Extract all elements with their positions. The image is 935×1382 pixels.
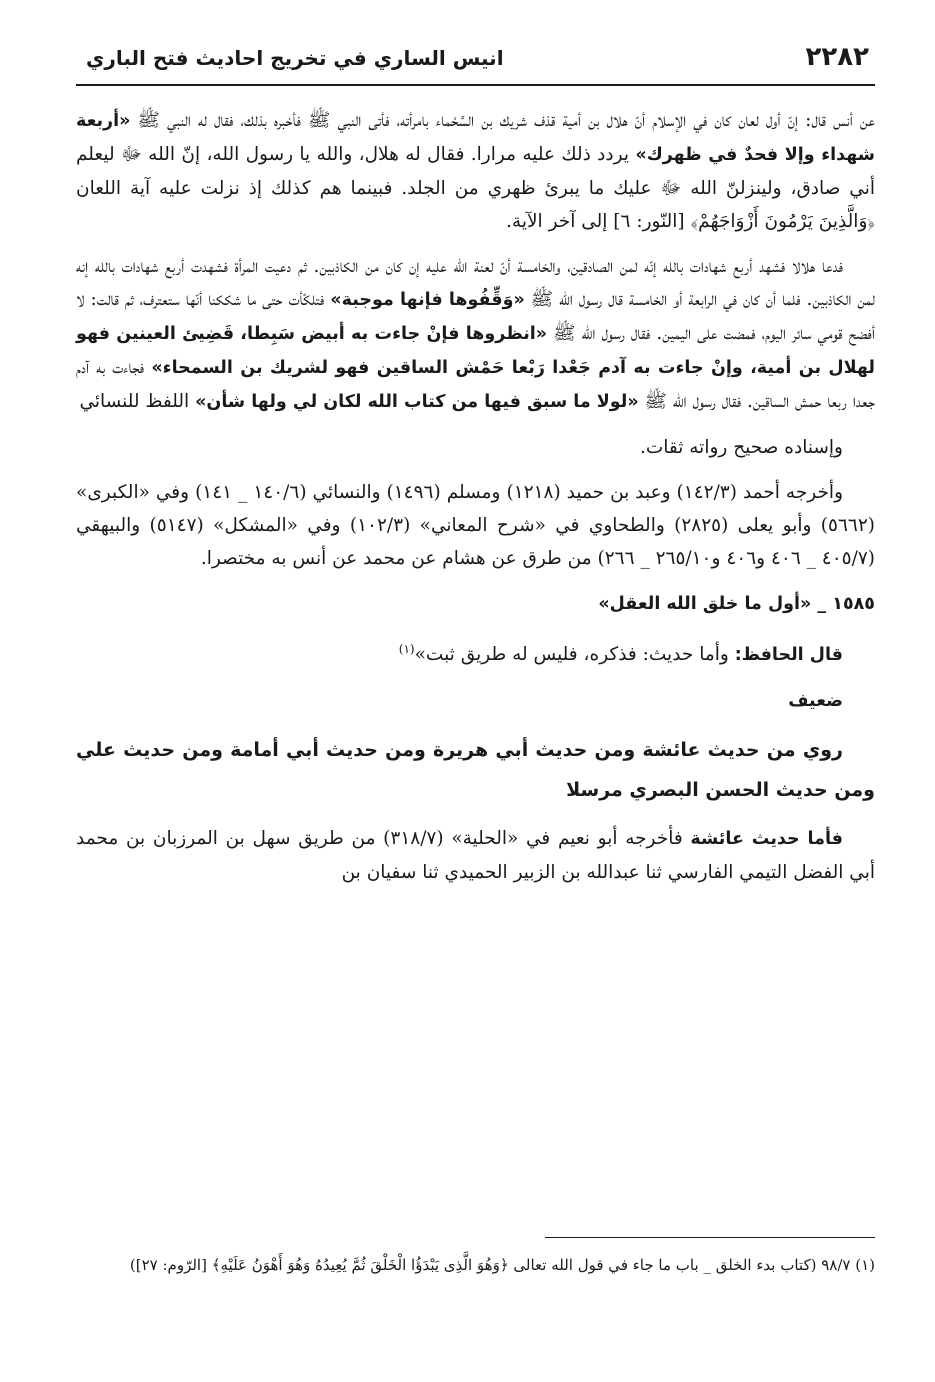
- section-lead: فأما حديث عائشة: [690, 829, 843, 850]
- footnote: (١) ٩٨/٧ (كتاب بدء الخلق _ باب ما جاء في قول الله تعالى ﴿وَهُوَ الَّذِى يَبْدَؤُا الْخَلْقَ ثُمَّ يُعِيدُهُ وَهُوَ أَهْوَنُ عَلَيْهِ﴾ [الرّوم: ٢٧]): [129, 1256, 875, 1274]
- grade-label: [76, 684, 875, 718]
- grade-text: ضعيف: [788, 691, 843, 712]
- prophet-quote: «وَقِّفُوها فإنها موجبة»: [330, 290, 525, 310]
- footnote-ref: (١): [398, 642, 415, 656]
- hafiz-text: وأما حديث: فذكره، فليس له طريق ثبت»: [414, 644, 735, 666]
- hafiz-label: قال الحافظ:: [734, 645, 843, 666]
- text-run: يردد ذلك عليه مرارا. فقال له هلال، والله يا رسول الله، إنّ الله ﷻ ليعلم أني صادق، ولينزلنّ الله ﷻ عليك ما يبرئ ظهري من الجلد. فبينما هم كذلك إذ نزلت عليه آية اللعان ﴿وَالَّذِينَ يَرْمُونَ أَزْوَاجَهُمْ﴾ [النّور: ٦] إلى آخر الآية.: [76, 144, 875, 232]
- text-run: اللفظ للنسائي: [79, 391, 196, 412]
- isnad-grade: وإسناده صحيح رواته ثقات.: [639, 437, 843, 458]
- text-run: فدعا هلالا فشهد أربع شهادات بالله إنّه لمن الصادقين، والخامسة أنّ لعنة الله عليه إن كان من الكاذبين. ثم دعيت المرأة فشهدت أربع شهادات بالله إنه لمن الكاذبين. فلما أن كان في الرابعة أو الخامسة قال رسول الله ﷺ: [76, 256, 875, 310]
- page-number: ٢٢٨٢: [805, 42, 869, 72]
- running-title: انيس الساري في تخريج احاديث فتح الباري: [86, 46, 504, 70]
- takhrij-paragraph: وأخرجه أحمد (١٤٢/٣) وعبد بن حميد (١٢١٨) ومسلم (١٤٩٦) والنسائي (١٤٠/٦ _ ١٤١) وفي «الكبرى» (٥٦٦٢) وأبو يعلى (٢٨٢٥) والطحاوي في «شرح المعاني» (١٠٢/٣) وفي «المشكل» (٥١٤٧) والبيهقي (٤٠٥/٧ _ ٤٠٦ و٤٠٦ و٢٦٥/١٠ _ ٢٦٦) من طرق عن هشام عن محمد عن أنس به مختصرا.: [76, 482, 875, 569]
- text-run: فتلكّأت حتى ما شككنا أنّها ستعترف، ثم قالت: لا أفضح قومي سائر اليوم، فمضت على اليمين. فقال رسول الله ﷺ: [76, 289, 875, 344]
- prophet-quote: «لولا ما سبق فيها من كتاب الله لكان لي ولها شأن»: [195, 392, 639, 412]
- hadith-paragraph-2: [76, 250, 875, 419]
- text-run: فجاءت به آدم جعدا ربعا حمش الساقين. فقال رسول الله ﷺ: [76, 357, 875, 412]
- prophet-quote: «أربعة شهداء وإلا فحدٌ في ظهرك»: [76, 111, 876, 165]
- text-run: عن أنس قال: إنّ أول لعان كان في الإسلام أنّ هلال بن أمية قذف شريك بن السَّحْماء بامرأته، فأتى النبي ﷺ فأخبره بذلك، فقال له النبي ﷺ: [130, 110, 875, 131]
- hafiz-statement: [76, 633, 875, 672]
- hadith-heading: [76, 587, 875, 621]
- aisha-paragraph: [76, 822, 875, 889]
- chains-summary: روي من حديث عائشة ومن حديث أبي هريرة ومن حديث أبي أمامة ومن حديث علي ومن حديث الحسن البصري مرسلا: [76, 739, 875, 802]
- hadith-number-title: ١٥٨٥ _ «أول ما خلق الله العقل»: [598, 594, 875, 614]
- hadith-paragraph-1: [76, 104, 875, 238]
- footnote-divider: [545, 1237, 875, 1238]
- text-run: فأخرجه أبو نعيم في «الحلية» (٣١٨/٧) من طريق سهل بن المرزبان بن محمد أبي الفضل التيمي الفارسي ثنا عبدالله بن الزبير الحميدي ثنا سفيان بن: [76, 828, 875, 884]
- prophet-quote: «انظروها فإنْ جاءت به أبيض سَبِطا، قَضِيئ العينين فهو لهلال بن أمية، وإنْ جاءت به آدم جَعْدا رَبْعا حَمْش الساقين فهو لشريك بن السمحاء»: [76, 324, 875, 378]
- main-text: [76, 104, 875, 901]
- page-header: [76, 38, 875, 86]
